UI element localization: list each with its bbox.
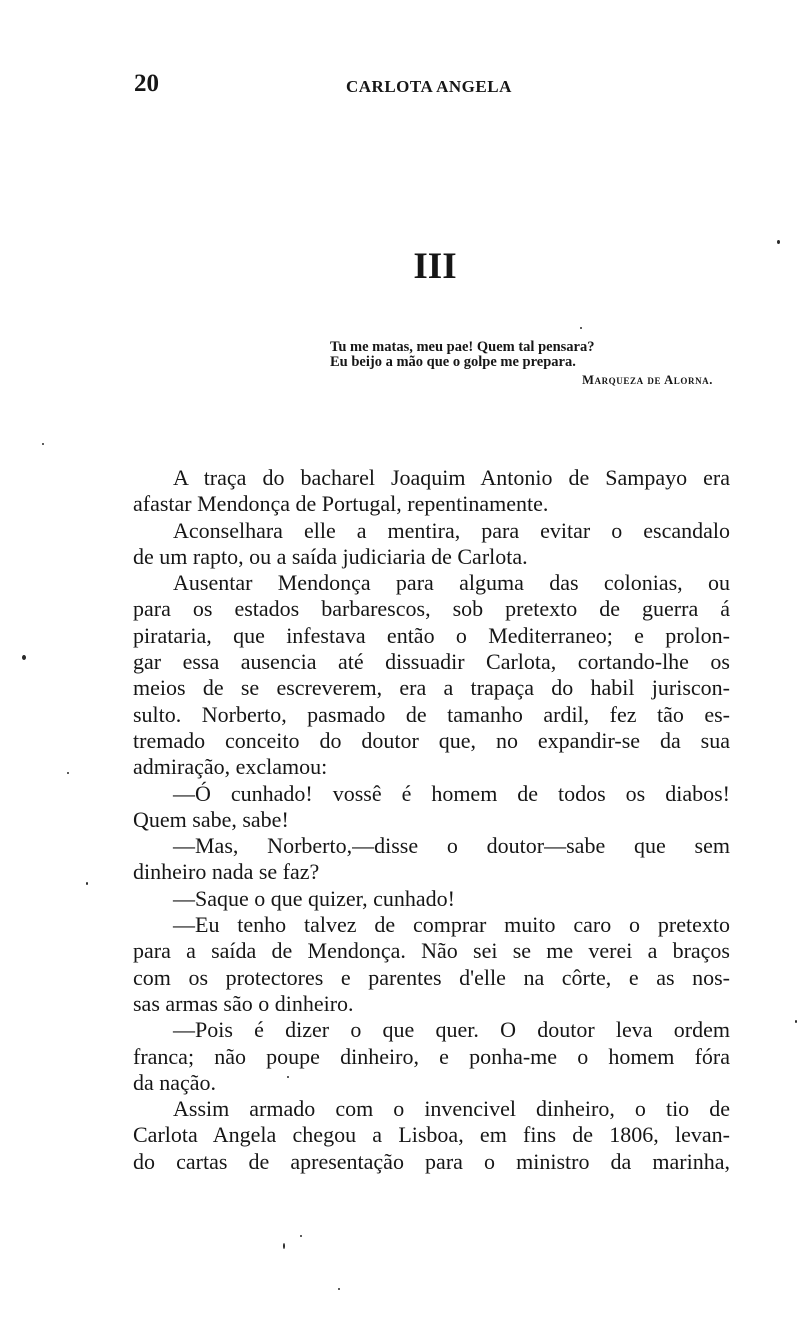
scan-speck (777, 240, 780, 244)
text-line: tremado conceito do doutor que, no expandir-se da sua (133, 727, 730, 753)
epigraph-line: Tu me matas, meu pae! Quem tal pensara? (330, 339, 595, 355)
text-line: afastar Mendonça de Portugal, repentinamente. (133, 491, 549, 517)
text-line: —Mas, Norberto,—disse o doutor—sabe que sem (173, 833, 730, 859)
scan-speck (22, 655, 26, 660)
epigraph-attribution: Marqueza de Alorna. (582, 373, 713, 387)
scan-speck (287, 1076, 289, 1078)
body-text (133, 465, 730, 1175)
scan-speck (795, 1020, 797, 1023)
scan-speck (580, 327, 582, 329)
text-line: —Pois é dizer o que quer. O doutor leva ordem (173, 1017, 730, 1043)
text-line: para os estados barbarescos, sob pretexto de guerra á (133, 596, 730, 622)
text-line: para a saída de Mendonça. Não sei se me verei a braços (133, 938, 730, 964)
text-line: admiração, exclamou: (133, 754, 328, 780)
text-line: do cartas de apresentação para o ministro da marinha, (133, 1148, 730, 1174)
chapter-number: III (413, 246, 457, 287)
text-line: —Eu tenho talvez de comprar muito caro o pretexto (173, 912, 730, 938)
text-line: Assim armado com o invencivel dinheiro, o tio de (173, 1096, 730, 1122)
text-line: —Ó cunhado! vossê é homem de todos os diabos! (173, 780, 730, 806)
scan-speck (300, 1235, 302, 1237)
scan-speck (338, 1288, 340, 1290)
text-line: Ausentar Mendonça para alguma das colonias, ou (173, 570, 730, 596)
text-line: de um rapto, ou a saída judiciaria de Carlota. (133, 543, 528, 569)
text-line: A traça do bacharel Joaquim Antonio de Sampayo era (173, 465, 730, 490)
epigraph-line: Eu beijo a mão que o golpe me prepara. (330, 354, 576, 370)
scan-speck (86, 882, 88, 885)
text-line: gar essa ausencia até dissuadir Carlota, cortando-lhe os (133, 649, 730, 675)
text-line: franca; não poupe dinheiro, e ponha-me o homem fóra (133, 1043, 730, 1069)
text-line: com os protectores e parentes d'elle na côrte, e as nos- (133, 964, 730, 990)
scan-speck (42, 443, 44, 445)
epigraph (330, 340, 740, 388)
text-line: —Saque o que quizer, cunhado! (173, 885, 455, 911)
running-title: CARLOTA ANGELA (346, 77, 512, 96)
scan-speck (283, 1243, 285, 1249)
text-line: sas armas são o dinheiro. (133, 990, 354, 1016)
text-line: meios de se escreverem, era a trapaça do habil juriscon- (133, 675, 730, 701)
scan-speck (67, 772, 69, 774)
page-number: 20 (134, 70, 159, 97)
text-line: dinheiro nada se faz? (133, 859, 320, 885)
running-head (134, 70, 734, 100)
text-line: Aconselhara elle a mentira, para evitar o escandalo (173, 517, 730, 543)
text-line: da nação. (133, 1069, 217, 1095)
text-line: Quem sabe, sabe! (133, 806, 289, 832)
text-line: pirataria, que infestava então o Mediterraneo; e prolon- (133, 622, 730, 648)
text-line: Carlota Angela chegou a Lisboa, em fins de 1806, levan- (133, 1122, 730, 1148)
text-line: sulto. Norberto, pasmado de tamanho ardil, fez tão es- (133, 701, 730, 727)
